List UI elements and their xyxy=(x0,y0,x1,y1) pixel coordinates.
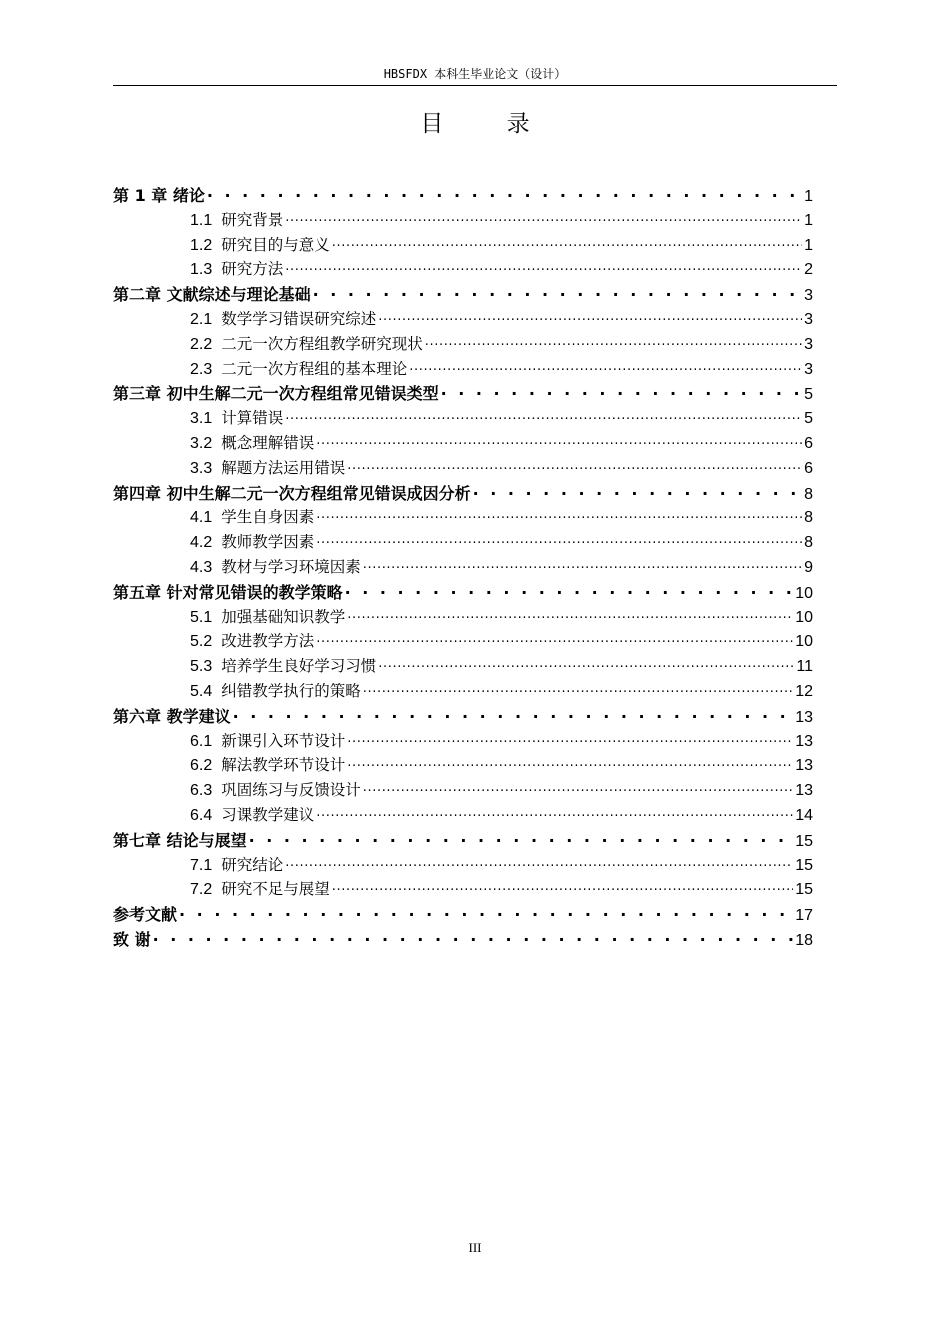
toc-section-entry[interactable] xyxy=(113,753,813,778)
toc-entry-label: 计算错误 xyxy=(221,409,284,428)
dot-leader xyxy=(313,285,803,304)
toc-entry-page: 13 xyxy=(795,732,813,750)
page-number: III xyxy=(468,1240,482,1255)
toc-section-entry[interactable] xyxy=(113,233,813,258)
toc-entry-label: 解法教学环节设计 xyxy=(221,756,346,775)
dot-leader xyxy=(345,583,794,602)
toc-section-entry[interactable] xyxy=(113,853,813,878)
toc-entry-page: 3 xyxy=(804,360,813,378)
toc-entry-label: 概念理解错误 xyxy=(221,433,315,452)
toc-entry-number: 3.3 xyxy=(190,459,213,477)
toc-section-entry[interactable] xyxy=(113,208,813,233)
toc-entry-page: 13 xyxy=(795,757,813,775)
toc-entry-page: 8 xyxy=(804,485,813,503)
toc-entry-label: 第 1 章 绪论 xyxy=(113,186,205,205)
toc-chapter-entry[interactable] xyxy=(113,481,813,506)
dot-leader xyxy=(285,210,802,229)
toc-chapter-entry[interactable] xyxy=(113,282,813,307)
toc-entry-label: 二元一次方程组教学研究现状 xyxy=(221,334,423,353)
dot-leader xyxy=(378,656,794,675)
toc-title: 目 录 xyxy=(420,111,558,137)
toc-entry-label: 新课引入环节设计 xyxy=(221,731,346,750)
toc-entry-page: 8 xyxy=(804,509,813,527)
dot-leader xyxy=(347,458,802,477)
header-rule xyxy=(113,85,837,86)
toc-section-entry[interactable] xyxy=(113,654,813,679)
toc-entry-page: 10 xyxy=(795,608,813,626)
toc-entry-label: 习课教学建议 xyxy=(221,805,315,824)
running-header: HBSFDX 本科生毕业论文（设计） xyxy=(383,67,567,81)
toc-entry-page: 5 xyxy=(804,410,813,428)
toc-entry-page: 5 xyxy=(804,386,813,404)
toc-entry-label: 研究背景 xyxy=(221,210,284,229)
dot-leader xyxy=(378,309,802,328)
toc-entry-label: 第三章 初中生解二元一次方程组常见错误类型 xyxy=(113,384,439,404)
toc-entry-page: 14 xyxy=(795,806,813,824)
dot-leader xyxy=(316,532,802,551)
toc-entry-number: 5.1 xyxy=(190,608,213,626)
dot-leader xyxy=(363,681,793,700)
toc-entry-label: 纠错教学执行的策略 xyxy=(221,681,361,700)
toc-chapter-entry[interactable] xyxy=(113,580,813,605)
dot-leader xyxy=(285,855,793,874)
toc-section-entry[interactable] xyxy=(113,332,813,357)
toc-entry-page: 1 xyxy=(804,236,813,254)
toc-entry-label: 研究不足与展望 xyxy=(221,880,330,899)
toc-entry-number: 1.3 xyxy=(190,261,213,279)
toc-entry-number: 2.3 xyxy=(190,360,213,378)
toc-entry-page: 1 xyxy=(804,211,813,229)
toc-entry-number: 2.1 xyxy=(190,310,213,328)
toc-entry-page: 12 xyxy=(795,682,813,700)
toc-chapter-entry[interactable] xyxy=(113,381,813,406)
toc-entry-label: 学生自身因素 xyxy=(221,508,315,527)
dot-leader xyxy=(316,631,793,650)
toc-entry-label: 研究结论 xyxy=(221,855,284,874)
toc-entry-label: 加强基础知识教学 xyxy=(221,607,346,626)
toc-entry-page: 15 xyxy=(795,832,813,850)
table-of-contents xyxy=(113,183,813,952)
toc-entry-label: 参考文献 xyxy=(113,905,178,925)
toc-entry-page: 3 xyxy=(804,287,813,305)
toc-section-entry[interactable] xyxy=(113,406,813,431)
dot-leader xyxy=(153,930,794,949)
dot-leader xyxy=(473,484,803,503)
toc-entry-page: 9 xyxy=(804,558,813,576)
toc-section-entry[interactable] xyxy=(113,729,813,754)
toc-entry-number: 4.3 xyxy=(190,558,213,576)
toc-entry-label: 巩固练习与反馈设计 xyxy=(221,781,361,800)
toc-entry-page: 17 xyxy=(795,907,813,925)
toc-entry-number: 5.4 xyxy=(190,682,213,700)
toc-section-entry[interactable] xyxy=(113,605,813,630)
toc-chapter-entry[interactable] xyxy=(113,927,813,952)
toc-entry-number: 4.2 xyxy=(190,534,213,552)
toc-entry-label: 研究目的与意义 xyxy=(221,235,330,254)
dot-leader xyxy=(425,334,802,353)
toc-entry-label: 改进教学方法 xyxy=(221,632,315,651)
toc-entry-label: 致 谢 xyxy=(113,929,151,949)
toc-entry-number: 6.2 xyxy=(190,757,213,775)
toc-entry-page: 3 xyxy=(804,335,813,353)
toc-entry-number: 5.2 xyxy=(190,633,213,651)
toc-entry-label: 教师教学因素 xyxy=(221,533,315,552)
toc-entry-label: 第二章 文献综述与理论基础 xyxy=(113,285,311,305)
toc-entry-number: 5.3 xyxy=(190,658,213,676)
dot-leader xyxy=(332,879,793,898)
toc-entry-number: 3.2 xyxy=(190,434,213,452)
toc-entry-number: 6.1 xyxy=(190,732,213,750)
dot-leader xyxy=(363,557,802,576)
toc-entry-number: 7.1 xyxy=(190,856,213,874)
toc-chapter-entry[interactable] xyxy=(113,902,813,927)
toc-section-entry[interactable] xyxy=(113,357,813,382)
toc-entry-page: 15 xyxy=(795,881,813,899)
toc-entry-label: 二元一次方程组的基本理论 xyxy=(221,359,408,378)
toc-section-entry[interactable] xyxy=(113,679,813,704)
toc-chapter-entry[interactable] xyxy=(113,704,813,729)
toc-entry-page: 10 xyxy=(795,584,813,602)
toc-section-entry[interactable] xyxy=(113,803,813,828)
toc-entry-page: 8 xyxy=(804,534,813,552)
toc-entry-page: 1 xyxy=(804,188,813,205)
toc-entry-label: 培养学生良好学习习惯 xyxy=(221,657,377,676)
toc-entry-number: 6.4 xyxy=(190,806,213,824)
toc-section-entry[interactable] xyxy=(113,431,813,456)
toc-entry-page: 6 xyxy=(804,459,813,477)
toc-entry-page: 2 xyxy=(804,261,813,279)
toc-entry-label: 第六章 教学建议 xyxy=(113,706,231,726)
toc-entry-label: 数学学习错误研究综述 xyxy=(221,309,377,328)
toc-entry-page: 18 xyxy=(795,931,813,949)
toc-chapter-entry[interactable] xyxy=(113,183,813,208)
toc-entry-page: 13 xyxy=(795,708,813,726)
toc-entry-page: 3 xyxy=(804,310,813,328)
toc-section-entry[interactable] xyxy=(113,257,813,282)
dot-leader xyxy=(316,805,793,824)
dot-leader xyxy=(347,731,793,750)
toc-entry-number: 1.2 xyxy=(190,236,213,254)
toc-entry-label: 研究方法 xyxy=(221,260,284,279)
toc-entry-label: 第五章 针对常见错误的教学策略 xyxy=(113,582,343,602)
dot-leader xyxy=(233,707,794,726)
toc-entry-page: 13 xyxy=(795,782,813,800)
toc-section-entry[interactable] xyxy=(113,877,813,902)
dot-leader xyxy=(332,235,802,254)
dot-leader xyxy=(347,755,793,774)
toc-entry-number: 6.3 xyxy=(190,782,213,800)
toc-section-entry[interactable] xyxy=(113,307,813,332)
toc-entry-number: 3.1 xyxy=(190,410,213,428)
toc-entry-number: 7.2 xyxy=(190,881,213,899)
toc-section-entry[interactable] xyxy=(113,629,813,654)
toc-section-entry[interactable] xyxy=(113,555,813,580)
toc-entry-number: 2.2 xyxy=(190,335,213,353)
toc-section-entry[interactable] xyxy=(113,778,813,803)
toc-entry-number: 4.1 xyxy=(190,509,213,527)
toc-entry-label: 解题方法运用错误 xyxy=(221,458,346,477)
toc-section-entry[interactable] xyxy=(113,456,813,481)
dot-leader xyxy=(179,905,793,924)
toc-entry-page: 15 xyxy=(795,856,813,874)
dot-leader xyxy=(316,433,802,452)
dot-leader xyxy=(347,607,793,626)
dot-leader xyxy=(207,186,802,205)
dot-leader xyxy=(363,780,793,799)
toc-entry-page: 6 xyxy=(804,434,813,452)
dot-leader xyxy=(409,359,802,378)
dot-leader xyxy=(285,259,802,278)
dot-leader xyxy=(285,408,802,427)
toc-section-entry[interactable] xyxy=(113,505,813,530)
toc-section-entry[interactable] xyxy=(113,530,813,555)
toc-entry-page: 10 xyxy=(795,633,813,651)
toc-entry-label: 第七章 结论与展望 xyxy=(113,830,247,850)
toc-entry-page: 11 xyxy=(796,658,813,676)
toc-entry-label: 第四章 初中生解二元一次方程组常见错误成因分析 xyxy=(113,483,471,503)
toc-entry-number: 1.1 xyxy=(190,211,213,229)
toc-chapter-entry[interactable] xyxy=(113,828,813,853)
dot-leader xyxy=(441,384,803,403)
toc-entry-label: 教材与学习环境因素 xyxy=(221,557,361,576)
dot-leader xyxy=(316,507,802,526)
dot-leader xyxy=(249,831,794,850)
